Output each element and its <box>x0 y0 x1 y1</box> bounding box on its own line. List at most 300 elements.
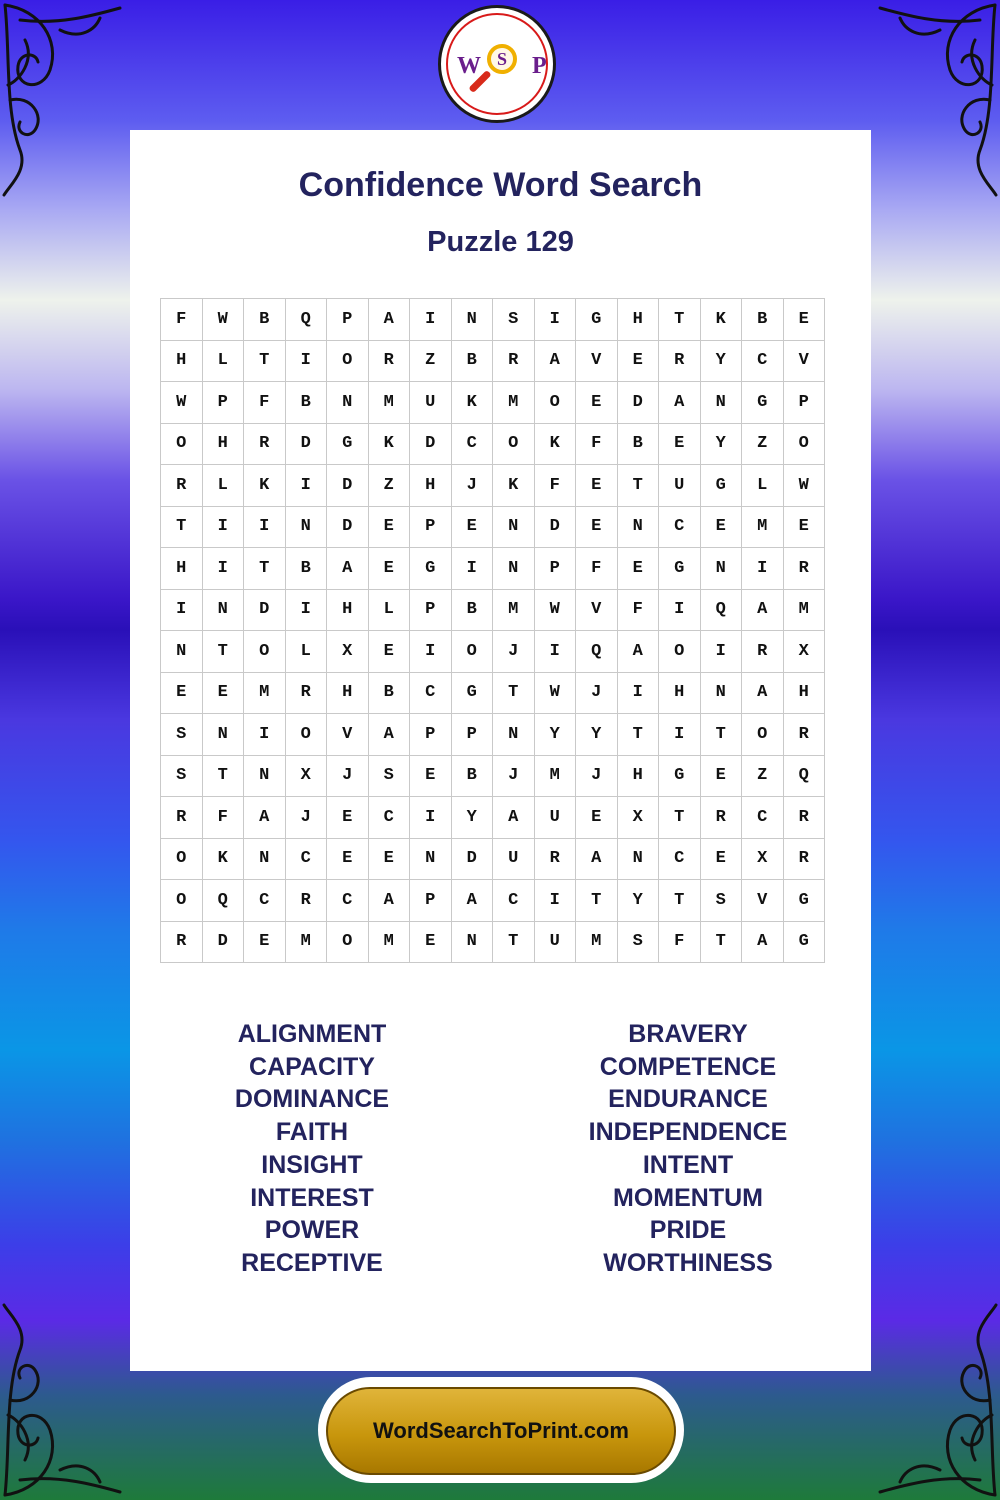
grid-cell[interactable]: O <box>742 714 784 756</box>
grid-cell[interactable]: T <box>244 340 286 382</box>
grid-cell[interactable]: N <box>617 838 659 880</box>
grid-cell[interactable]: L <box>202 340 244 382</box>
grid-cell[interactable]: H <box>327 589 369 631</box>
grid-cell[interactable]: A <box>659 382 701 424</box>
grid-cell[interactable]: N <box>410 838 452 880</box>
grid-cell[interactable]: C <box>368 797 410 839</box>
grid-cell[interactable]: R <box>161 465 203 507</box>
grid-cell[interactable]: K <box>368 423 410 465</box>
word-list-right <box>548 1018 828 1280</box>
grid-cell[interactable]: E <box>700 838 742 880</box>
grid-row <box>161 880 825 922</box>
grid-cell[interactable]: N <box>700 548 742 590</box>
grid-cell[interactable]: O <box>244 631 286 673</box>
grid-cell[interactable]: V <box>576 589 618 631</box>
grid-cell[interactable]: D <box>327 465 369 507</box>
grid-cell[interactable]: Z <box>742 755 784 797</box>
grid-cell[interactable]: L <box>368 589 410 631</box>
grid-cell[interactable]: R <box>534 838 576 880</box>
grid-cell[interactable]: E <box>783 506 825 548</box>
grid-cell[interactable]: K <box>202 838 244 880</box>
grid-cell[interactable]: G <box>410 548 452 590</box>
grid-cell[interactable]: M <box>368 382 410 424</box>
grid-cell[interactable]: G <box>451 672 493 714</box>
corner-ornament-bottom-left <box>0 1300 130 1500</box>
grid-cell[interactable]: I <box>534 299 576 341</box>
grid-cell[interactable]: I <box>244 506 286 548</box>
grid-cell[interactable]: A <box>244 797 286 839</box>
grid-cell[interactable]: O <box>161 880 203 922</box>
grid-cell[interactable]: O <box>327 921 369 963</box>
grid-cell[interactable]: Q <box>202 880 244 922</box>
grid-cell[interactable]: B <box>285 548 327 590</box>
grid-cell[interactable]: I <box>410 299 452 341</box>
grid-cell[interactable]: I <box>700 631 742 673</box>
grid-cell[interactable]: T <box>493 921 535 963</box>
grid-cell[interactable]: R <box>285 672 327 714</box>
grid-cell[interactable]: C <box>285 838 327 880</box>
grid-cell[interactable]: A <box>368 299 410 341</box>
grid-cell[interactable]: M <box>244 672 286 714</box>
grid-cell[interactable]: E <box>576 382 618 424</box>
grid-row <box>161 797 825 839</box>
grid-cell[interactable]: H <box>617 299 659 341</box>
grid-cell[interactable]: F <box>202 797 244 839</box>
grid-cell[interactable]: E <box>368 838 410 880</box>
grid-cell[interactable]: N <box>451 299 493 341</box>
grid-cell[interactable]: D <box>327 506 369 548</box>
grid-cell[interactable]: I <box>451 548 493 590</box>
grid-cell[interactable]: Y <box>700 340 742 382</box>
grid-cell[interactable]: C <box>659 506 701 548</box>
grid-cell[interactable]: F <box>617 589 659 631</box>
word-list-item: WORTHINESS <box>603 1248 773 1277</box>
grid-cell[interactable]: V <box>576 340 618 382</box>
grid-cell[interactable]: O <box>161 423 203 465</box>
grid-cell[interactable]: O <box>783 423 825 465</box>
grid-cell[interactable]: Z <box>368 465 410 507</box>
grid-cell[interactable]: R <box>244 423 286 465</box>
grid-cell[interactable]: G <box>783 921 825 963</box>
grid-cell[interactable]: G <box>742 382 784 424</box>
grid-cell[interactable]: P <box>410 714 452 756</box>
grid-cell[interactable]: M <box>742 506 784 548</box>
grid-cell[interactable]: I <box>410 797 452 839</box>
word-list-item: ALIGNMENT <box>237 1020 387 1048</box>
footer-badge <box>318 1377 684 1483</box>
grid-cell[interactable]: R <box>700 797 742 839</box>
grid-cell[interactable]: I <box>202 506 244 548</box>
grid-cell[interactable]: E <box>700 506 742 548</box>
grid-cell[interactable]: W <box>161 382 203 424</box>
grid-cell[interactable]: X <box>783 631 825 673</box>
grid-cell[interactable]: T <box>576 880 618 922</box>
grid-cell[interactable]: Q <box>700 589 742 631</box>
grid-row <box>161 548 825 590</box>
grid-cell[interactable]: E <box>576 506 618 548</box>
grid-cell[interactable]: D <box>202 921 244 963</box>
grid-cell[interactable]: T <box>700 921 742 963</box>
puzzle-number: Puzzle 129 <box>427 226 574 258</box>
grid-cell[interactable]: T <box>659 299 701 341</box>
grid-cell[interactable]: K <box>700 299 742 341</box>
grid-cell[interactable]: R <box>659 340 701 382</box>
grid-cell[interactable]: N <box>327 382 369 424</box>
grid-cell[interactable]: J <box>576 755 618 797</box>
grid-cell[interactable]: C <box>493 880 535 922</box>
grid-cell[interactable]: V <box>783 340 825 382</box>
grid-cell[interactable]: W <box>534 589 576 631</box>
grid-cell[interactable]: Q <box>285 299 327 341</box>
grid-cell[interactable]: E <box>451 506 493 548</box>
grid-cell[interactable]: N <box>244 838 286 880</box>
grid-cell[interactable]: D <box>410 423 452 465</box>
word-list-item: FAITH <box>275 1118 349 1147</box>
grid-cell[interactable]: I <box>534 631 576 673</box>
grid-cell[interactable]: V <box>327 714 369 756</box>
grid-cell[interactable]: C <box>327 880 369 922</box>
grid-cell[interactable]: M <box>493 382 535 424</box>
grid-cell[interactable]: E <box>617 340 659 382</box>
grid-cell[interactable]: C <box>659 838 701 880</box>
grid-cell[interactable]: A <box>327 548 369 590</box>
word-list-item: POWER <box>264 1216 360 1245</box>
grid-cell[interactable]: A <box>617 631 659 673</box>
grid-cell[interactable]: P <box>410 880 452 922</box>
grid-cell[interactable]: G <box>659 755 701 797</box>
grid-cell[interactable]: M <box>783 589 825 631</box>
grid-cell[interactable]: R <box>161 921 203 963</box>
grid-cell[interactable]: O <box>534 382 576 424</box>
grid-cell[interactable]: I <box>244 714 286 756</box>
grid-cell[interactable]: I <box>161 589 203 631</box>
grid-cell[interactable]: U <box>534 797 576 839</box>
grid-cell[interactable]: R <box>783 838 825 880</box>
grid-cell[interactable]: B <box>451 340 493 382</box>
word-list-item: ENDURANCE <box>608 1085 768 1114</box>
grid-cell[interactable]: H <box>161 548 203 590</box>
grid-cell[interactable]: A <box>493 797 535 839</box>
grid-cell[interactable]: J <box>493 755 535 797</box>
grid-cell[interactable]: T <box>202 631 244 673</box>
word-list-item: RECEPTIVE <box>241 1248 383 1277</box>
grid-cell[interactable]: S <box>493 299 535 341</box>
grid-cell[interactable]: H <box>617 755 659 797</box>
grid-cell[interactable]: Y <box>700 423 742 465</box>
grid-cell[interactable]: X <box>742 838 784 880</box>
grid-cell[interactable]: E <box>700 755 742 797</box>
grid-row <box>161 423 825 465</box>
grid-cell[interactable]: E <box>368 631 410 673</box>
word-list-item: INTENT <box>642 1150 734 1179</box>
grid-cell[interactable]: H <box>659 672 701 714</box>
grid-cell[interactable]: C <box>244 880 286 922</box>
grid-cell[interactable]: P <box>451 714 493 756</box>
grid-cell[interactable]: K <box>534 423 576 465</box>
grid-cell[interactable]: B <box>617 423 659 465</box>
grid-row <box>161 506 825 548</box>
site-link-button[interactable] <box>326 1387 676 1475</box>
grid-cell[interactable]: U <box>534 921 576 963</box>
grid-cell[interactable]: J <box>327 755 369 797</box>
grid-cell[interactable]: D <box>534 506 576 548</box>
grid-cell[interactable]: W <box>202 299 244 341</box>
grid-cell[interactable]: B <box>368 672 410 714</box>
grid-cell[interactable]: E <box>368 506 410 548</box>
word-list-item: DOMINANCE <box>234 1085 390 1114</box>
grid-cell[interactable]: P <box>534 548 576 590</box>
grid-cell[interactable]: N <box>700 672 742 714</box>
grid-cell[interactable]: P <box>410 506 452 548</box>
grid-cell[interactable]: W <box>534 672 576 714</box>
word-list-item: CAPACITY <box>249 1052 375 1081</box>
word-list-item: INSIGHT <box>261 1150 363 1179</box>
grid-cell[interactable]: V <box>742 880 784 922</box>
grid-cell[interactable]: I <box>410 631 452 673</box>
grid-cell[interactable]: O <box>493 423 535 465</box>
grid-cell[interactable]: I <box>659 589 701 631</box>
grid-cell[interactable]: N <box>493 506 535 548</box>
grid-cell[interactable]: R <box>742 631 784 673</box>
grid-cell[interactable]: K <box>451 382 493 424</box>
grid-cell[interactable]: A <box>742 921 784 963</box>
grid-cell[interactable]: D <box>244 589 286 631</box>
magnifier-icon <box>487 44 517 74</box>
grid-cell[interactable]: A <box>534 340 576 382</box>
grid-cell[interactable]: H <box>161 340 203 382</box>
grid-cell[interactable]: N <box>700 382 742 424</box>
grid-cell[interactable]: T <box>617 465 659 507</box>
grid-cell[interactable]: G <box>576 299 618 341</box>
grid-cell[interactable]: S <box>700 880 742 922</box>
grid-cell[interactable]: X <box>617 797 659 839</box>
grid-cell[interactable]: E <box>576 465 618 507</box>
grid-cell[interactable]: D <box>451 838 493 880</box>
grid-cell[interactable]: N <box>202 714 244 756</box>
grid-cell[interactable]: S <box>617 921 659 963</box>
grid-cell[interactable]: C <box>742 797 784 839</box>
grid-cell[interactable]: F <box>659 921 701 963</box>
flourish-icon <box>870 0 1000 200</box>
grid-cell[interactable]: E <box>617 548 659 590</box>
grid-cell[interactable]: R <box>368 340 410 382</box>
grid-cell[interactable]: O <box>451 631 493 673</box>
grid-cell[interactable]: R <box>493 340 535 382</box>
logo-letter-s: S <box>496 49 507 69</box>
grid-cell[interactable]: T <box>700 714 742 756</box>
grid-cell[interactable]: T <box>493 672 535 714</box>
grid-row <box>161 921 825 963</box>
grid-cell[interactable]: I <box>285 465 327 507</box>
grid-cell[interactable]: A <box>576 838 618 880</box>
grid-row <box>161 838 825 880</box>
grid-cell[interactable]: L <box>285 631 327 673</box>
grid-cell[interactable]: G <box>327 423 369 465</box>
word-list-item: BRAVERY <box>628 1020 748 1048</box>
grid-cell[interactable]: M <box>493 589 535 631</box>
grid-cell[interactable]: E <box>410 755 452 797</box>
grid-row <box>161 631 825 673</box>
grid-cell[interactable]: R <box>783 548 825 590</box>
grid-cell[interactable]: H <box>327 672 369 714</box>
grid-cell[interactable]: T <box>659 880 701 922</box>
grid-cell[interactable]: D <box>285 423 327 465</box>
grid-cell[interactable]: J <box>493 631 535 673</box>
grid-cell[interactable]: R <box>783 714 825 756</box>
grid-cell[interactable]: E <box>202 672 244 714</box>
grid-cell[interactable]: K <box>493 465 535 507</box>
grid-row <box>161 589 825 631</box>
grid-cell[interactable]: O <box>285 714 327 756</box>
site-name: WordSearchToPrint.com <box>373 1418 629 1443</box>
grid-cell[interactable]: F <box>534 465 576 507</box>
grid-cell[interactable]: A <box>368 880 410 922</box>
grid-cell[interactable]: R <box>783 797 825 839</box>
grid-cell[interactable]: G <box>659 548 701 590</box>
grid-cell[interactable]: F <box>161 299 203 341</box>
grid-cell[interactable]: E <box>161 672 203 714</box>
grid-cell[interactable]: C <box>742 340 784 382</box>
grid-cell[interactable]: A <box>451 880 493 922</box>
word-list-item: COMPETENCE <box>599 1052 777 1081</box>
grid-cell[interactable]: I <box>534 880 576 922</box>
grid-cell[interactable]: T <box>659 797 701 839</box>
grid-cell[interactable]: I <box>742 548 784 590</box>
flourish-icon <box>870 1300 1000 1500</box>
grid-cell[interactable]: U <box>493 838 535 880</box>
word-list-item: MOMENTUM <box>613 1183 763 1212</box>
grid-cell[interactable]: X <box>327 631 369 673</box>
grid-cell[interactable]: L <box>202 465 244 507</box>
grid-cell[interactable]: O <box>161 838 203 880</box>
grid-cell[interactable]: M <box>534 755 576 797</box>
grid-cell[interactable]: M <box>368 921 410 963</box>
grid-cell[interactable]: K <box>244 465 286 507</box>
grid-cell[interactable]: S <box>368 755 410 797</box>
grid-cell[interactable]: T <box>202 755 244 797</box>
grid-cell[interactable]: Y <box>576 714 618 756</box>
letter-grid <box>160 298 825 963</box>
grid-cell[interactable]: O <box>327 340 369 382</box>
grid-cell[interactable]: E <box>576 797 618 839</box>
grid-cell[interactable]: E <box>327 797 369 839</box>
letter-grid-body <box>161 299 825 963</box>
grid-cell[interactable]: F <box>244 382 286 424</box>
grid-cell[interactable]: H <box>202 423 244 465</box>
grid-cell[interactable]: U <box>410 382 452 424</box>
grid-cell[interactable]: N <box>493 714 535 756</box>
grid-cell[interactable]: B <box>742 299 784 341</box>
grid-cell[interactable]: Y <box>451 797 493 839</box>
grid-cell[interactable]: X <box>285 755 327 797</box>
grid-cell[interactable]: R <box>161 797 203 839</box>
grid-cell[interactable]: N <box>617 506 659 548</box>
grid-cell[interactable]: W <box>783 465 825 507</box>
grid-cell[interactable]: B <box>244 299 286 341</box>
grid-cell[interactable]: J <box>285 797 327 839</box>
grid-cell[interactable]: N <box>451 921 493 963</box>
grid-cell[interactable]: A <box>742 589 784 631</box>
grid-cell[interactable]: S <box>161 755 203 797</box>
word-list-item: INDEPENDENCE <box>588 1118 788 1147</box>
grid-cell[interactable]: P <box>410 589 452 631</box>
flourish-icon <box>0 1300 130 1500</box>
grid-cell[interactable]: E <box>244 921 286 963</box>
grid-cell[interactable]: J <box>451 465 493 507</box>
grid-cell[interactable]: T <box>617 714 659 756</box>
grid-cell[interactable]: Z <box>410 340 452 382</box>
grid-cell[interactable]: I <box>285 340 327 382</box>
grid-cell[interactable]: J <box>576 672 618 714</box>
grid-row <box>161 714 825 756</box>
grid-row <box>161 299 825 341</box>
grid-cell[interactable]: P <box>327 299 369 341</box>
grid-cell[interactable]: I <box>202 548 244 590</box>
grid-cell[interactable]: R <box>285 880 327 922</box>
grid-cell[interactable]: B <box>285 382 327 424</box>
grid-cell[interactable]: B <box>451 755 493 797</box>
grid-row <box>161 465 825 507</box>
grid-cell[interactable]: E <box>659 423 701 465</box>
grid-cell[interactable]: A <box>742 672 784 714</box>
grid-cell[interactable]: P <box>783 382 825 424</box>
grid-cell[interactable]: B <box>451 589 493 631</box>
grid-cell[interactable]: Z <box>742 423 784 465</box>
grid-cell[interactable]: A <box>368 714 410 756</box>
grid-cell[interactable]: I <box>617 672 659 714</box>
grid-cell[interactable]: I <box>285 589 327 631</box>
grid-cell[interactable]: E <box>327 838 369 880</box>
grid-cell[interactable]: Y <box>617 880 659 922</box>
grid-cell[interactable]: H <box>410 465 452 507</box>
grid-cell[interactable]: E <box>368 548 410 590</box>
grid-cell[interactable]: C <box>451 423 493 465</box>
grid-cell[interactable]: N <box>244 755 286 797</box>
grid-cell[interactable]: O <box>659 631 701 673</box>
grid-cell[interactable]: Q <box>783 755 825 797</box>
grid-cell[interactable]: N <box>161 631 203 673</box>
grid-cell[interactable]: N <box>493 548 535 590</box>
grid-cell[interactable]: F <box>576 548 618 590</box>
grid-cell[interactable]: D <box>617 382 659 424</box>
grid-cell[interactable]: M <box>576 921 618 963</box>
grid-cell[interactable]: G <box>700 465 742 507</box>
grid-row <box>161 755 825 797</box>
grid-cell[interactable]: T <box>161 506 203 548</box>
grid-cell[interactable]: N <box>202 589 244 631</box>
logo-letter-w: W <box>457 53 481 79</box>
grid-cell[interactable]: Q <box>576 631 618 673</box>
grid-cell[interactable]: M <box>285 921 327 963</box>
grid-cell[interactable]: N <box>285 506 327 548</box>
puzzle-sheet <box>130 130 871 1371</box>
grid-cell[interactable]: E <box>410 921 452 963</box>
corner-ornament-bottom-right <box>870 1300 1000 1500</box>
grid-cell[interactable]: F <box>576 423 618 465</box>
grid-cell[interactable]: C <box>410 672 452 714</box>
grid-cell[interactable]: Y <box>534 714 576 756</box>
grid-cell[interactable]: E <box>783 299 825 341</box>
grid-cell[interactable]: T <box>244 548 286 590</box>
grid-cell[interactable]: P <box>202 382 244 424</box>
grid-cell[interactable]: G <box>783 880 825 922</box>
grid-cell[interactable]: U <box>659 465 701 507</box>
grid-row <box>161 340 825 382</box>
grid-cell[interactable]: L <box>742 465 784 507</box>
grid-cell[interactable]: I <box>659 714 701 756</box>
grid-cell[interactable]: H <box>783 672 825 714</box>
grid-cell[interactable]: S <box>161 714 203 756</box>
